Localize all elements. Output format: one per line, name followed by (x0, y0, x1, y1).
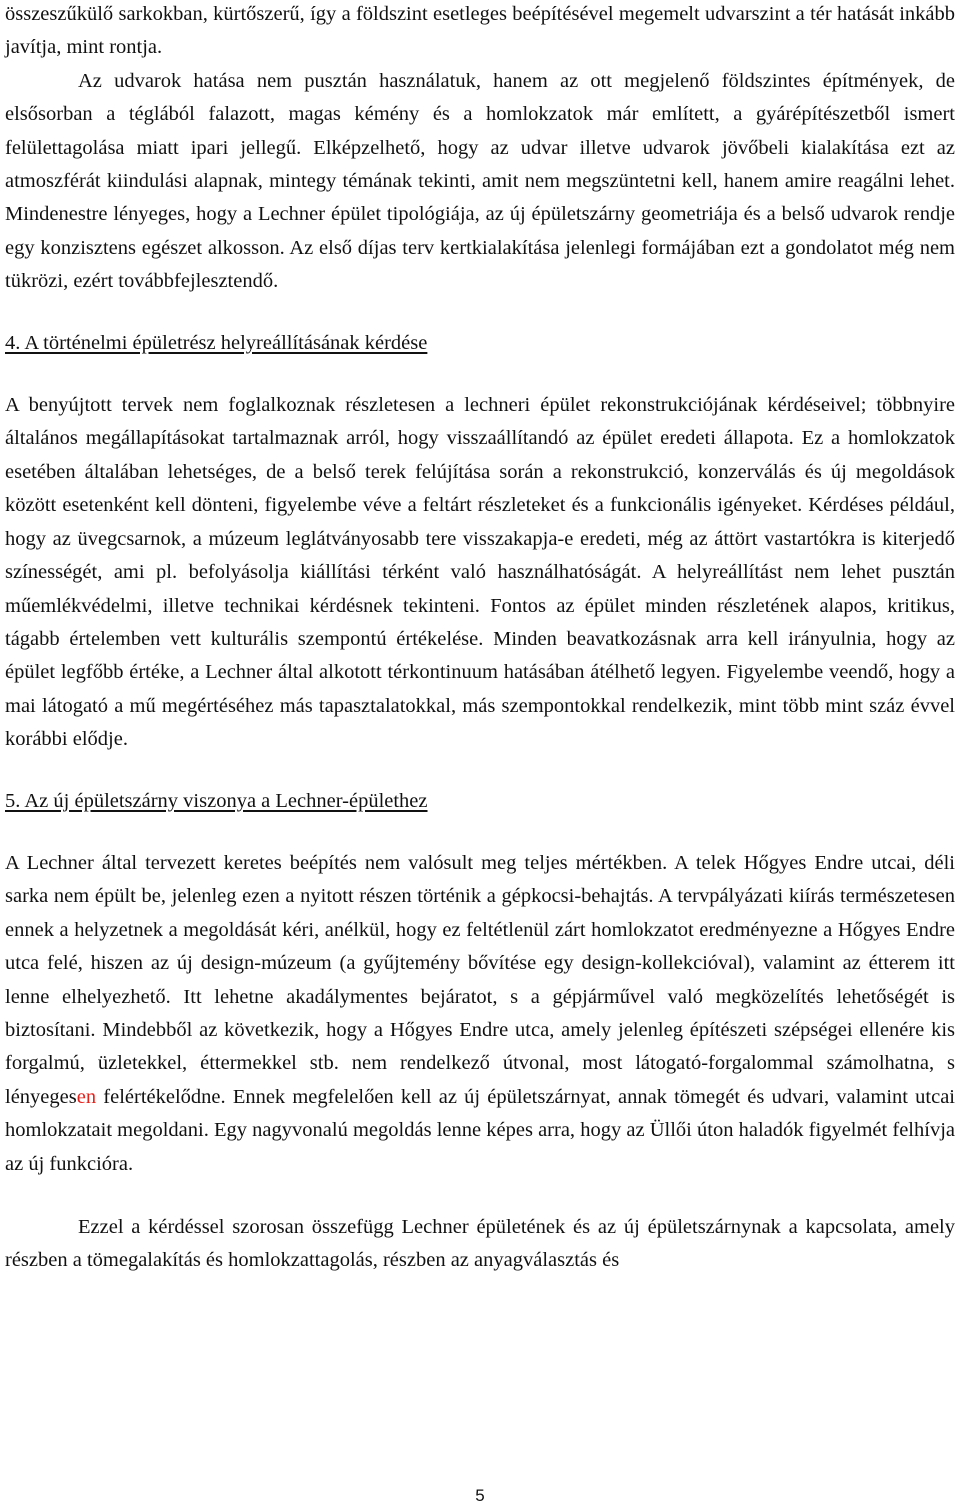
paragraph-3: A benyújtott tervek nem foglalkoznak részletesen a lechneri épület rekonstrukciójának kérdéseivel; többnyire általános megállapításokat tartalmaznak arról, hogy visszaállítandó az épület eredeti állapota. Ez a homlokzatok esetében általában lehetséges, de a belső terek felújítása során a rekonstrukció, konzerválás és új megoldások között esetenként kell dönteni, figyelembe véve a feltárt részleteket és a funkcionális igényeket. Kérdéses például, hogy az üvegcsarnok, a múzeum leglátványosabb tere visszakapja-e eredeti, még az áttört vastartókra is kiterjedő színességét, ami pl. befolyásolja kiállítási térként való használhatóságát. A helyreállítást nem lehet pusztán műemlékvédelmi, illetve technikai kérdésnek tekinteni. Fontos az épület minden részletének alapos, kritikus, tágabb értelemben vett kulturális szempontú értékelése. Minden beavatkozásnak arra kell irányulnia, hogy az épület legfőbb értéke, a Lechner által alkotott térkontinuum hatásában átélhető legyen. Figyelembe veendő, hogy a mai látogató a mű megértéséhez más tapasztalatokkal, más szempontokkal rendelkezik, mint több mint száz évvel korábbi elődje. (5, 394, 955, 751)
paragraph-5: Ezzel a kérdéssel szorosan összefügg Lechner épületének és az új épületszárnynak a kapcsolata, amely részben a tömegalakítás és homlokzattagolás, részben az anyagválasztás és (5, 1216, 955, 1272)
page-number: 5 (475, 1486, 485, 1505)
section-heading-5: 5. Az új épületszárny viszonya a Lechner-épülethez (5, 789, 428, 812)
paragraph-4-red-text: en (76, 1085, 97, 1108)
section-heading-4: 4. A történelmi épületrész helyreállításának kérdése (5, 331, 428, 354)
paragraph-2: Az udvarok hatása nem pusztán használatuk, hanem az ott megjelenő földszintes építmények, de elsősorban a téglából falazott, magas kémény és a homlokzatok már említett, a gyárépítészetből ismert felülettagolása miatt ipari jellegű. Elképzelhető, hogy az udvar illetve udvarok jövőbeli kialakítása ezt az atmoszférát kiindulási alapnak, mintegy témának tekinti, amit nem megszüntetni kell, hanem amire reagálni lehet. Mindenestre lényeges, hogy a Lechner épület tipológiája, az új épületszárny geometriája és a belső udvarok rendje egy konzisztens egészet alkosson. Az első díjas terv kertkialakítása jelenlegi formájában ezt a gondolatot még nem tükrözi, ezért továbbfejlesztendő. (5, 69, 955, 293)
document-page (5, 0, 955, 1278)
paragraph-4 (5, 847, 955, 1181)
paragraph-4-text-b: felértékelődne. Ennek megfelelően kell az új épületszárnyat, annak tömegét és udvari, valamint utcai homlokzatait megoldani. Egy nagyvonalú megoldás lenne képes arra, hogy az Üllői úton haladók figyelmét felhívja az új funkcióra. (5, 1085, 955, 1175)
paragraph-4-text-a: A Lechner által tervezett keretes beépítés nem valósult meg teljes mértékben. A telek Hőgyes Endre utcai, déli sarka nem épült be, jelenleg ezen a nyitott részen történik a gépkocsi-behajtás. A tervpályázati kiírás természetesen ennek a helyzetnek a megoldását kéri, anélkül, hogy ez feltétlenül zárt homlokzatot eredményezne a Hőgyes Endre utca felé, hiszen az új design-múzeum (a gyűjtemény bővítése egy design-kollekcióval), valamint az étterem itt lenne elhelyezhető. Itt lehetne akadálymentes bejáratot, s a gépjárművel való megközelítés lehetőségét is biztosítani. Mindebből az következik, hogy a Hőgyes Endre utca, amely jelenleg építészeti szépségei ellenére kis forgalmú, üzletekkel, éttermekkel stb. nem rendelkező útvonal, most látogató-forgalommal számolhatna, s lényeges (5, 851, 955, 1108)
paragraph-1: összeszűkülő sarkokban, kürtőszerű, így a földszint esetleges beépítésével megemelt udvarszint a tér hatását inkább javítja, mint rontja. (5, 3, 955, 59)
